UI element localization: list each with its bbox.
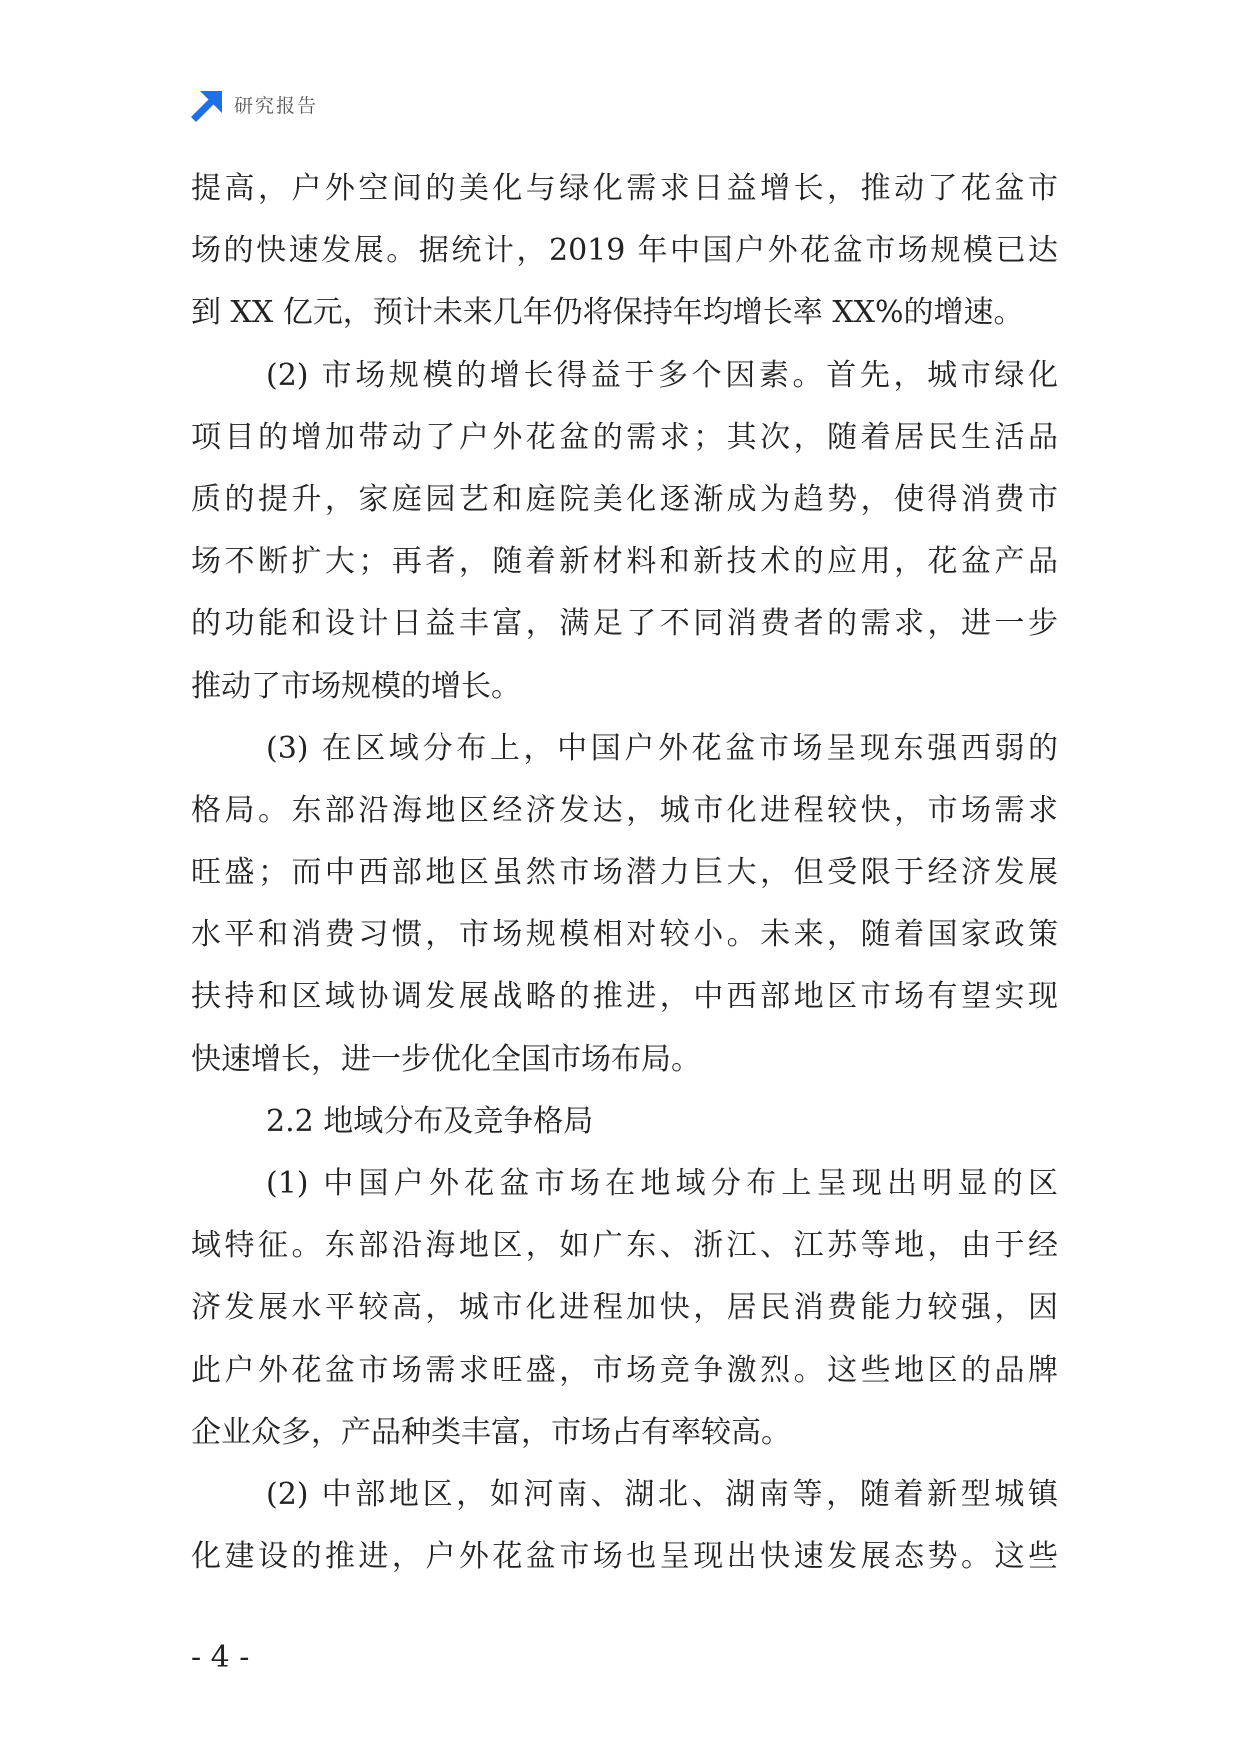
report-header [191, 90, 318, 122]
paragraph-line: (1) 中国户外花盆市场在地域分布上呈现出明显的区 [266, 1166, 1058, 1201]
paragraph [191, 158, 1058, 345]
paragraph-line: 旺盛；而中西部地区虽然市场潜力巨大，但受限于经济发展 [191, 855, 1058, 891]
paragraph [191, 1464, 1058, 1588]
paragraph-line: 域特征。东部沿海地区，如广东、浙江、江苏等地，由于经 [191, 1228, 1058, 1264]
paragraph [191, 1153, 1058, 1464]
paragraph-line: 提高，户外空间的美化与绿化需求日益增长，推动了花盆市 [191, 171, 1058, 206]
paragraph-line: 化建设的推进，户外花盆市场也呈现出快速发展态势。这些 [191, 1539, 1058, 1575]
brand-label: 研究报告 [234, 95, 319, 117]
paragraph-line: (2) 中部地区，如河南、湖北、湖南等，随着新型城镇 [266, 1476, 1058, 1512]
paragraph-line: 格局。东部沿海地区经济发达，城市化进程较快，市场需求 [191, 792, 1058, 828]
paragraph-line: 场的快速发展。据统计，2019 年中国户外花盆市场规模已达 [191, 233, 1058, 269]
paragraph-line: 济发展水平较高，城市化进程加快，居民消费能力较强，因 [191, 1290, 1058, 1326]
paragraph-line: 质的提升，家庭园艺和庭院美化逐渐成为趋势，使得消费市 [191, 481, 1058, 517]
page-number: - 4 - [191, 1640, 250, 1675]
section-heading: 2.2 地域分布及竞争格局 [266, 1103, 594, 1139]
paragraph-line: 此户外花盆市场需求旺盛，市场竞争激烈。这些地区的品牌 [191, 1352, 1058, 1388]
paragraph-line: 推动了市场规模的增长。 [191, 668, 521, 704]
paragraph [191, 718, 1058, 1091]
paragraph-line: 水平和消费习惯，市场规模相对较小。未来，随着国家政策 [191, 917, 1058, 953]
arrow-up-right-icon [191, 91, 222, 122]
paragraph-line: 快速增长，进一步优化全国市场布局。 [191, 1041, 701, 1077]
paragraph-line: (3) 在区域分布上，中国户外花盆市场呈现东强西弱的 [266, 730, 1058, 766]
paragraph-line: 到 XX 亿元，预计未来几年仍将保持年均增长率 XX%的增速。 [191, 295, 1024, 331]
paragraph-line: 场不断扩大；再者，随着新材料和新技术的应用，花盆产品 [191, 544, 1058, 580]
paragraph-line: 项目的增加带动了户外花盆的需求；其次，随着居民生活品 [191, 419, 1058, 455]
paragraph-line: 的功能和设计日益丰富，满足了不同消费者的需求，进一步 [191, 606, 1058, 642]
document-body [191, 158, 1058, 1588]
paragraph-line: 企业众多，产品种类丰富，市场占有率较高。 [191, 1414, 791, 1450]
paragraph-line: (2) 市场规模的增长得益于多个因素。首先，城市绿化 [266, 357, 1058, 393]
paragraph [191, 345, 1058, 718]
paragraph-line: 扶持和区域协调发展战略的推进，中西部地区市场有望实现 [191, 979, 1058, 1015]
